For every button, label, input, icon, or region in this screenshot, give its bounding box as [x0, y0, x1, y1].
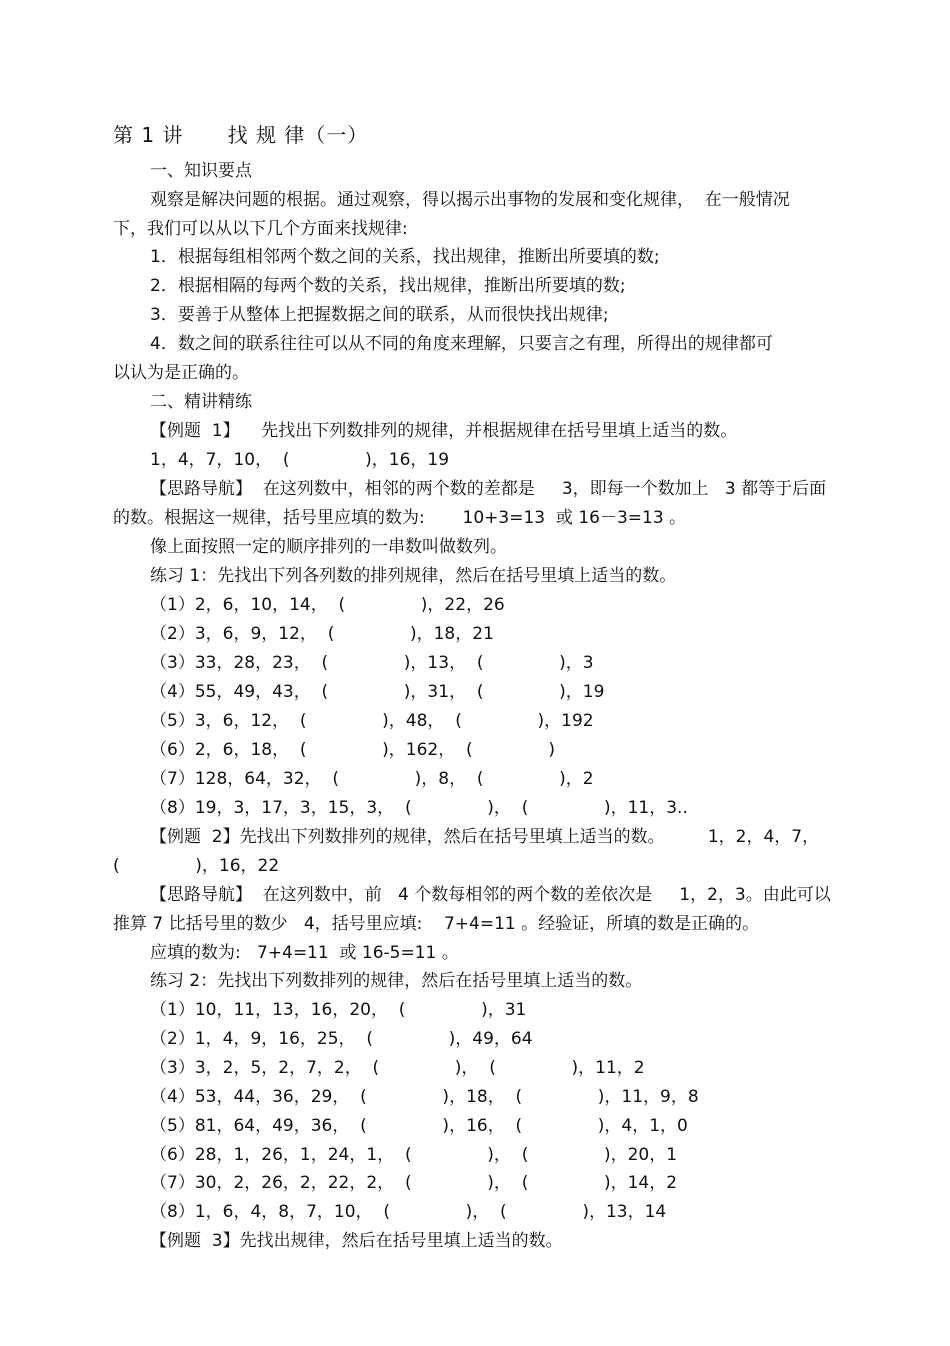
- exercise-heading: 练习 2：先找出下列数排列的规律，然后在括号里填上适当的数。: [150, 971, 643, 991]
- paragraph-line: 以认为是正确的。: [113, 363, 249, 383]
- exercise-item: （2）3，6，9，12， ( )，18，21: [150, 624, 494, 644]
- exercise-item: （4）53，44，36，29， ( )，18， ( )，11，9，8: [150, 1087, 699, 1107]
- paragraph-line: 【思路导航】 在这列数中，前 4 个数每相邻的两个数的差依次是 1，2，3。由此可以: [150, 885, 831, 905]
- list-item: 2．根据相隔的每两个数的关系，找出规律，推断出所要填的数;: [150, 276, 626, 296]
- exercise-item: （8）1，6，4，8，7，10， ( )， ( )，13，14: [150, 1202, 667, 1222]
- example-heading: 【例题 3】先找出规律，然后在括号里填上适当的数。: [150, 1231, 563, 1251]
- exercise-item: （1）2，6，10，14， ( )，22，26: [150, 595, 505, 615]
- exercise-item: （3）33，28，23， ( )，13， ( )，3: [150, 653, 594, 673]
- paragraph-line: 观察是解决问题的根据。通过观察，得以揭示出事物的发展和变化规律， 在一般情况: [150, 190, 790, 210]
- list-item: 4．数之间的联系往往可以从不同的角度来理解，只要言之有理，所得出的规律都可: [150, 334, 773, 354]
- exercise-item: （1）10，11，13，16，20， ( )，31: [150, 1000, 527, 1020]
- section-heading-practice: 二、精讲精练: [150, 392, 252, 412]
- exercise-item: （6）2，6，18， ( )，162， ( ): [150, 740, 555, 760]
- exercise-item: （4）55，49，43， ( )，31， ( )，19: [150, 682, 605, 702]
- page-title: 第 1 讲 找 规 律（一）: [113, 123, 369, 147]
- exercise-item: （7）128，64，32， ( )，8， ( )，2: [150, 769, 594, 789]
- exercise-item: （7）30，2，26，2，22，2， ( )， ( )，14，2: [150, 1173, 678, 1193]
- paragraph-line: 应填的数为: 7+4=11 或 16-5=11 。: [150, 943, 459, 963]
- exercise-item: （6）28，1，26，1，24，1， ( )， ( )，20，1: [150, 1145, 678, 1165]
- sequence-line: 1，4，7，10， ( )，16，19: [150, 450, 450, 470]
- paragraph-line: 的数。根据这一规律，括号里应填的数为: 10+3=13 或 16－3=13 。: [113, 508, 687, 528]
- exercise-item: （5）3，6，12， ( )，48， ( )，192: [150, 711, 594, 731]
- exercise-item: （5）81，64，49，36， ( )，16， ( )，4，1，0: [150, 1116, 688, 1136]
- exercise-item: （8）19，3，17，3，15，3， ( )， ( )，11，3..: [150, 798, 688, 818]
- example-heading: 【例题 1】 先找出下列数排列的规律，并根据规律在括号里填上适当的数。: [150, 421, 738, 441]
- list-item: 3．要善于从整体上把握数据之间的联系，从而很快找出规律;: [150, 305, 609, 325]
- example-heading: 【例题 2】先找出下列数排列的规律，然后在括号里填上适当的数。 1，2，4，7，: [150, 827, 820, 847]
- exercise-item: （3）3，2，5，2，7，2， ( )， ( )，11，2: [150, 1058, 645, 1078]
- exercise-heading: 练习 1：先找出下列各列数的排列规律，然后在括号里填上适当的数。: [150, 566, 677, 586]
- section-heading-knowledge: 一、知识要点: [150, 161, 252, 181]
- exercise-item: （2）1，4，9，16，25， ( )，49，64: [150, 1029, 533, 1049]
- list-item: 1．根据每组相邻两个数之间的关系，找出规律，推断出所要填的数;: [150, 247, 660, 267]
- paragraph-line: 像上面按照一定的顺序排列的一串数叫做数列。: [150, 537, 507, 557]
- paragraph-line: 推算 7 比括号里的数少 4，括号里应填: 7+4=11 。经验证，所填的数是正确的。: [113, 914, 760, 934]
- paragraph-line: 下，我们可以从以下几个方面来找规律:: [113, 219, 408, 239]
- paragraph-line: 【思路导航】 在这列数中，相邻的两个数的差都是 3，即每一个数加上 3 都等于后面: [150, 479, 827, 499]
- sequence-line: ( )，16，22: [113, 856, 280, 876]
